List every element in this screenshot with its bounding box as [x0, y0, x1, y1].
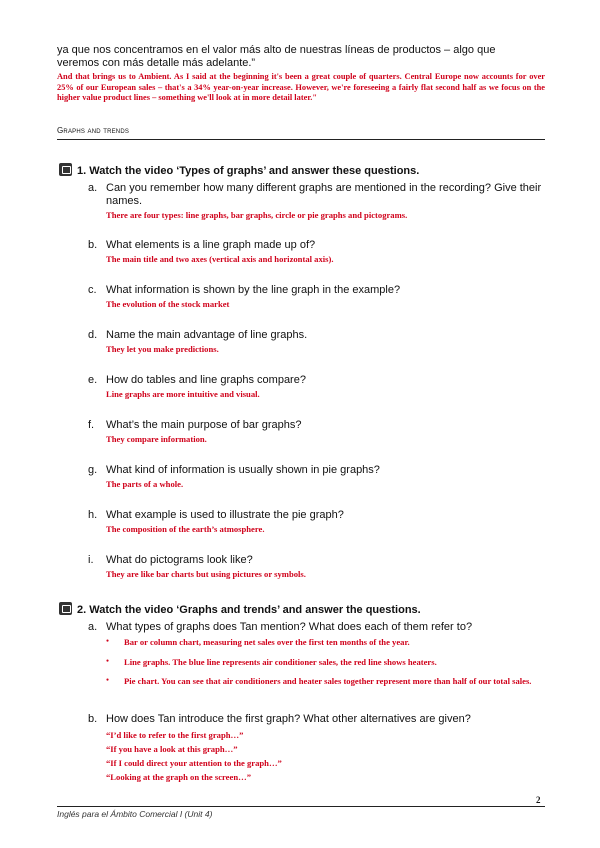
video-icon: [59, 602, 72, 615]
item-marker: d.: [88, 329, 98, 341]
q1-item-h: [88, 509, 543, 535]
q1-item-e: [88, 374, 543, 400]
item-marker: g.: [88, 464, 98, 476]
question-text: How do tables and line graphs compare?: [106, 374, 306, 386]
item-marker: h.: [88, 509, 98, 521]
answer-quote: “I’d like to refer to the first graph…”: [106, 730, 244, 740]
question-text: Can you remember how many different graphs are mentioned in the recording? Give their names.: [106, 182, 542, 207]
section-title: Graphs and trends: [57, 126, 130, 135]
q1-heading: [59, 163, 419, 177]
q1-item-c: [88, 284, 543, 310]
section-divider: [57, 139, 545, 140]
page-number: 2: [536, 795, 541, 805]
item-marker: b.: [88, 713, 98, 725]
answer-text: The composition of the earth’s atmosphere.: [106, 524, 265, 534]
intro-block: [57, 44, 545, 104]
item-marker: f.: [88, 419, 95, 431]
question-text: What example is used to illustrate the pie graph?: [106, 509, 344, 521]
q2-heading-text: 2. Watch the video ‘Graphs and trends’ and answer the questions.: [77, 604, 421, 616]
answer-quote: “Looking at the graph on the screen…”: [106, 772, 251, 782]
answer-text: There are four types: line graphs, bar graphs, circle or pie graphs and pictograms.: [106, 210, 408, 220]
answer-bullet: ● Pie chart. You can see that air conditioners and heater sales together represent more than half of our total sales.: [106, 676, 543, 687]
q2-item-a: [88, 621, 543, 696]
answer-quote: “If you have a look at this graph…”: [106, 744, 238, 754]
footer-divider: [57, 806, 545, 807]
question-text: What information is shown by the line graph in the example?: [106, 284, 401, 296]
q1-item-a: [88, 182, 543, 221]
question-text: What’s the main purpose of bar graphs?: [106, 419, 302, 431]
question-text: What do pictograms look like?: [106, 554, 253, 566]
item-marker: c.: [88, 284, 97, 296]
item-marker: a.: [88, 621, 98, 633]
answer-quotes: [106, 728, 543, 784]
intro-spanish-line-2: veremos con más detalle más adelante.”: [57, 57, 256, 69]
intro-spanish-line-1: ya que nos concentramos en el valor más alto de nuestras líneas de productos – algo que: [57, 44, 496, 56]
answer-text: They let you make predictions.: [106, 344, 219, 354]
footer-text: Inglés para el Ámbito Comercial I (Unit 4): [57, 809, 213, 819]
q1-item-g: [88, 464, 543, 490]
q1-item-i: [88, 554, 543, 580]
question-text: What kind of information is usually shown in pie graphs?: [106, 464, 380, 476]
answer-bullet: ● Bar or column chart, measuring net sales over the first ten months of the year.: [106, 637, 543, 648]
answer-bullet-list: [106, 637, 543, 687]
answer-text: Line graphs are more intuitive and visual.: [106, 389, 260, 399]
item-marker: e.: [88, 374, 98, 386]
answer-text: They are like bar charts but using pictures or symbols.: [106, 569, 306, 579]
answer-quote: “If I could direct your attention to the graph…”: [106, 758, 282, 768]
q1-item-f: [88, 419, 543, 445]
q2-heading: [59, 602, 421, 616]
answer-text: The evolution of the stock market: [106, 299, 230, 309]
answer-bullet: ● Line graphs. The blue line represents air conditioner sales, the red line shows heaters.: [106, 657, 543, 668]
q1-heading-text: 1. Watch the video ‘Types of graphs’ and answer these questions.: [77, 165, 420, 177]
question-text: Name the main advantage of line graphs.: [106, 329, 308, 341]
answer-text: The main title and two axes (vertical axis and horizontal axis).: [106, 254, 334, 264]
question-text: What elements is a line graph made up of?: [106, 239, 316, 251]
video-icon: [59, 163, 72, 176]
answer-text: The parts of a whole.: [106, 479, 184, 489]
intro-red-answer: And that brings us to Ambient. As I said at the beginning it's been a great couple of quarters. Central Europe now accounts for over 25% of our European sales – that's a 34% year-on-year increase. However, we're foreseeing a fairly flat second half as we focus on the higher value product lines – something we'll look at in more detail later.": [57, 72, 545, 102]
q1-item-b: [88, 239, 543, 265]
item-marker: a.: [88, 182, 98, 194]
q2-item-b: [88, 713, 543, 784]
question-text: How does Tan introduce the first graph? What other alternatives are given?: [106, 713, 471, 725]
question-text: What types of graphs does Tan mention? What does each of them refer to?: [106, 621, 473, 633]
answer-text: They compare information.: [106, 434, 207, 444]
q1-item-d: [88, 329, 543, 355]
item-marker: b.: [88, 239, 98, 251]
item-marker: i.: [88, 554, 94, 566]
